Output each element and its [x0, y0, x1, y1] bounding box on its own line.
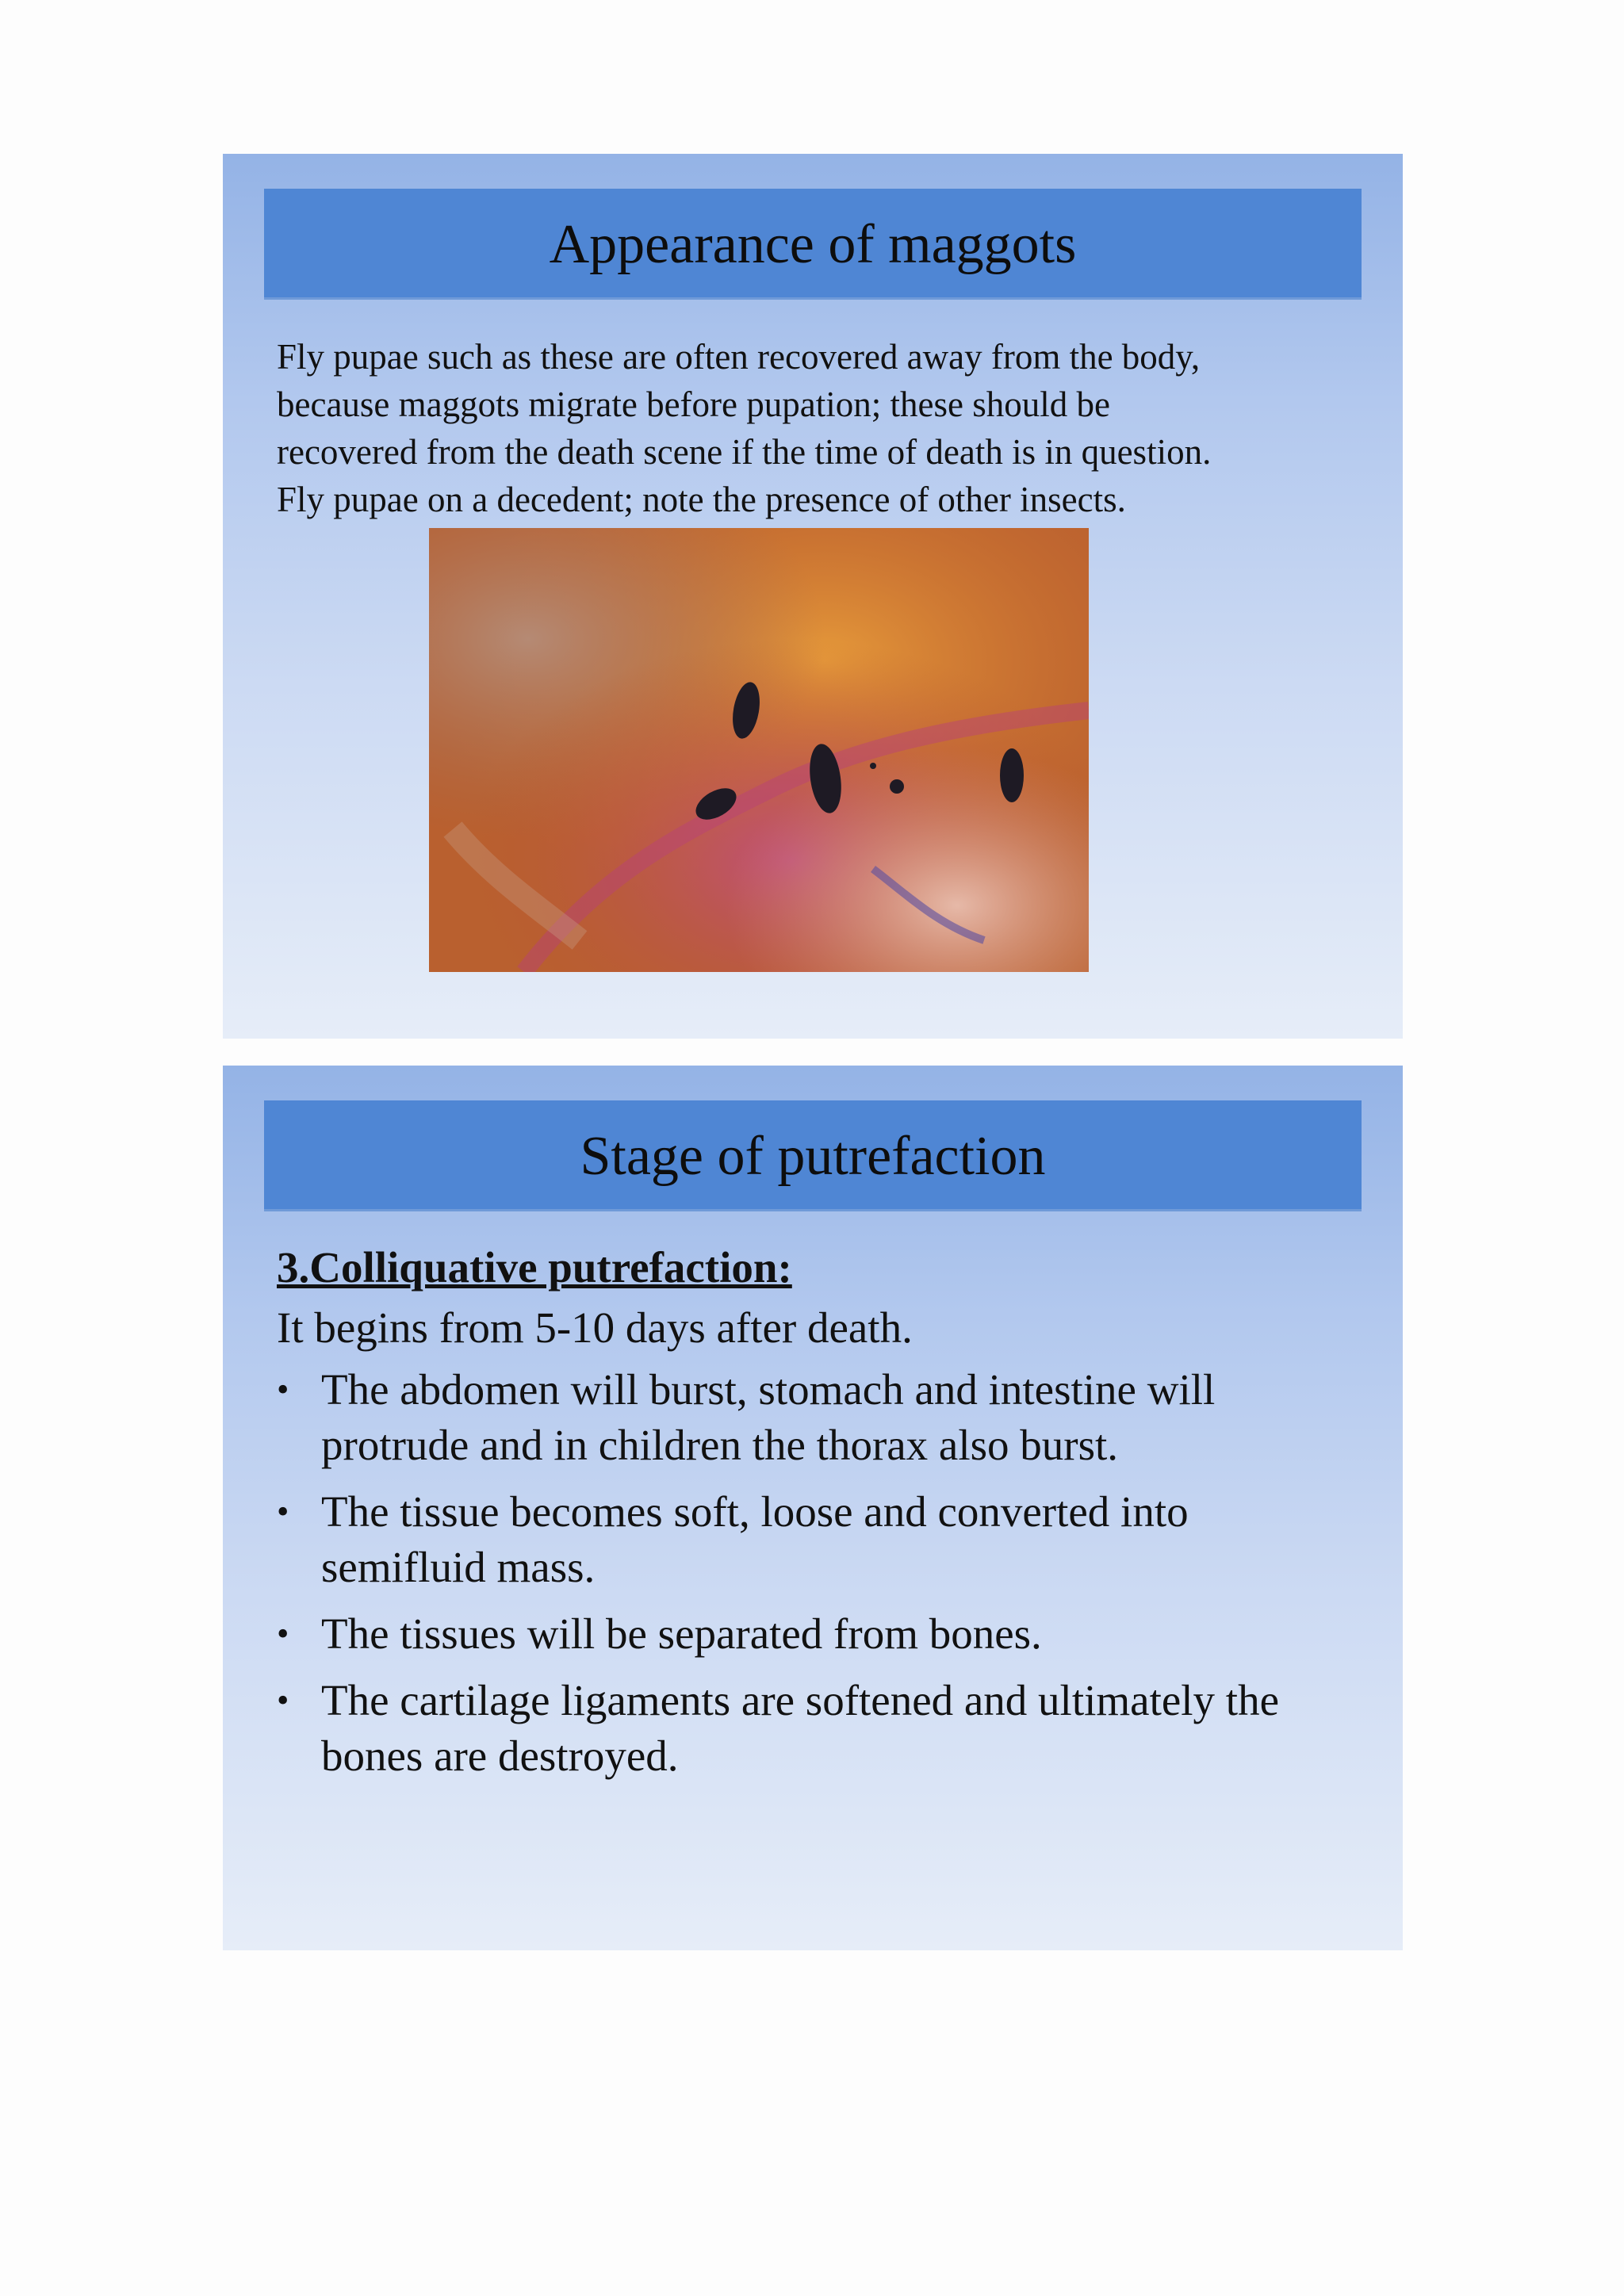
bullet-line: bones are destroyed. — [321, 1732, 679, 1780]
bullet-line: semifluid mass. — [321, 1543, 596, 1591]
bullet-line: protrude and in children the thorax also burst. — [321, 1421, 1119, 1469]
slide-body — [277, 1242, 1371, 1795]
slide-stage-of-putrefaction — [223, 1066, 1403, 1950]
bullet-line: The tissue becomes soft, loose and converted into — [321, 1487, 1189, 1536]
bullet-item — [277, 1362, 1371, 1473]
bullet-item — [277, 1484, 1371, 1595]
bullet-list — [277, 1362, 1371, 1784]
fly-pupae-photo-drawing — [429, 528, 1089, 972]
slide-appearance-of-maggots — [223, 154, 1403, 1039]
caption-line: Fly pupae on a decedent; note the presence of other insects. — [277, 480, 1126, 519]
bullet-line: The abdomen will burst, stomach and intestine will — [321, 1365, 1216, 1414]
photo-caption — [277, 333, 1355, 523]
intro-text: It begins from 5-10 days after death. — [277, 1303, 913, 1352]
slide-title-bar — [264, 189, 1362, 300]
fly-pupae-photo — [429, 528, 1089, 972]
bullet-item — [277, 1606, 1371, 1662]
bullet-line: The tissues will be separated from bones. — [321, 1609, 1042, 1658]
caption-line: Fly pupae such as these are often recovered away from the body, — [277, 337, 1201, 377]
slide-title: Stage of putrefaction — [580, 1125, 1046, 1187]
slide-title: Appearance of maggots — [549, 213, 1077, 275]
bullet-dot-icon: • — [277, 1492, 289, 1531]
caption-line: because maggots migrate before pupation; these should be — [277, 385, 1110, 424]
slide-title-bar — [264, 1100, 1362, 1211]
bullet-dot-icon: • — [277, 1614, 289, 1653]
section-subheading: 3.Colliquative putrefaction: — [277, 1243, 792, 1292]
caption-line: recovered from the death scene if the time of death is in question. — [277, 432, 1212, 472]
bullet-dot-icon: • — [277, 1681, 289, 1720]
bullet-dot-icon: • — [277, 1370, 289, 1409]
bullet-line: The cartilage ligaments are softened and ultimately the — [321, 1676, 1279, 1724]
bullet-item — [277, 1673, 1371, 1784]
